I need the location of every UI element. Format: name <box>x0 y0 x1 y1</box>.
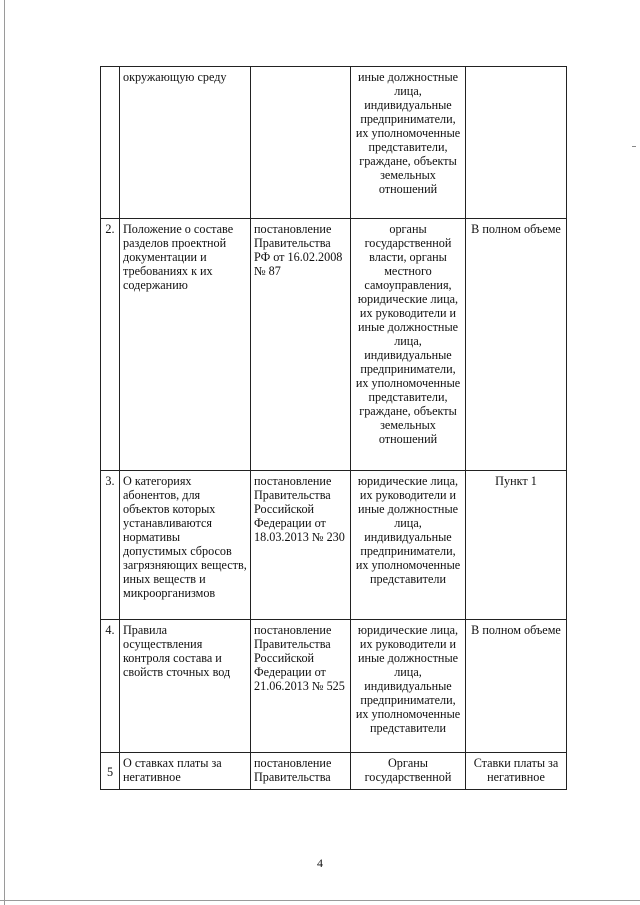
applicability-scope: В полном объеме <box>466 219 567 471</box>
row-number: 3. <box>101 471 120 620</box>
act-details-line: постановление <box>254 623 332 637</box>
table-row <box>101 471 567 620</box>
table-row <box>101 67 567 219</box>
regulations-table <box>100 66 567 790</box>
applicability-scope: Ставки платы за негативное <box>466 753 567 790</box>
act-details <box>251 471 351 620</box>
affected-parties: иные должностные лица, индивидуальные предприниматели, их уполномоченные представители, граждане, объекты земельных отношений <box>351 67 466 219</box>
act-name: О категориях абонентов, для объектов которых устанавливаются нормативы допустимых сбросов загрязняющих веществ, иных веществ и микроорганизмов <box>120 471 251 620</box>
act-details <box>251 67 351 219</box>
act-details-line: 21.06.2013 № 525 <box>254 679 345 693</box>
row-number: 2. <box>101 219 120 471</box>
act-name: Положение о составе разделов проектной документации и требованиях к их содержанию <box>120 219 251 471</box>
act-details-line: Федерации от <box>254 516 326 530</box>
act-details-line: Правительства <box>254 236 331 250</box>
act-name: О ставках платы за негативное <box>120 753 251 790</box>
act-name: Правила осуществления контроля состава и свойств сточных вод <box>120 620 251 753</box>
act-details <box>251 219 351 471</box>
row-number: 5 <box>101 753 120 790</box>
act-name: окружающую среду <box>120 67 251 219</box>
act-details <box>251 753 351 790</box>
act-details-line: 18.03.2013 № 230 <box>254 530 345 544</box>
act-details-line: постановление <box>254 756 332 770</box>
applicability-scope: В полном объеме <box>466 620 567 753</box>
act-details-line: постановление <box>254 222 332 236</box>
table-row <box>101 620 567 753</box>
page-edge-left <box>4 0 5 905</box>
affected-parties: юридические лица, их руководители и иные должностные лица, индивидуальные предприниматели, их уполномоченные представители <box>351 471 466 620</box>
page-edge-bottom <box>0 900 640 901</box>
affected-parties: юридические лица, их руководители и иные должностные лица, индивидуальные предприниматели, их уполномоченные представители <box>351 620 466 753</box>
page-number: 4 <box>317 856 323 870</box>
act-details <box>251 620 351 753</box>
act-details-line: РФ от 16.02.2008 <box>254 250 343 264</box>
applicability-scope <box>466 67 567 219</box>
act-details-line: № 87 <box>254 264 281 278</box>
row-number: 4. <box>101 620 120 753</box>
act-details-line: Федерации от <box>254 665 326 679</box>
table-row <box>101 753 567 790</box>
act-details-line: Правительства <box>254 637 331 651</box>
table-row <box>101 219 567 471</box>
page-mark <box>632 146 636 147</box>
act-details-line: Правительства <box>254 770 331 784</box>
act-details-line: Правительства <box>254 488 331 502</box>
act-details-line: Российской <box>254 651 315 665</box>
affected-parties: органы государственной власти, органы местного самоуправления, юридические лица, их руководители и иные должностные лица, индивидуальные предприниматели, их уполномоченные представители, граждане, объекты земельных отношений <box>351 219 466 471</box>
act-details-line: постановление <box>254 474 332 488</box>
row-number <box>101 67 120 219</box>
act-details-line: Российской <box>254 502 315 516</box>
affected-parties: Органы государственной <box>351 753 466 790</box>
applicability-scope: Пункт 1 <box>466 471 567 620</box>
